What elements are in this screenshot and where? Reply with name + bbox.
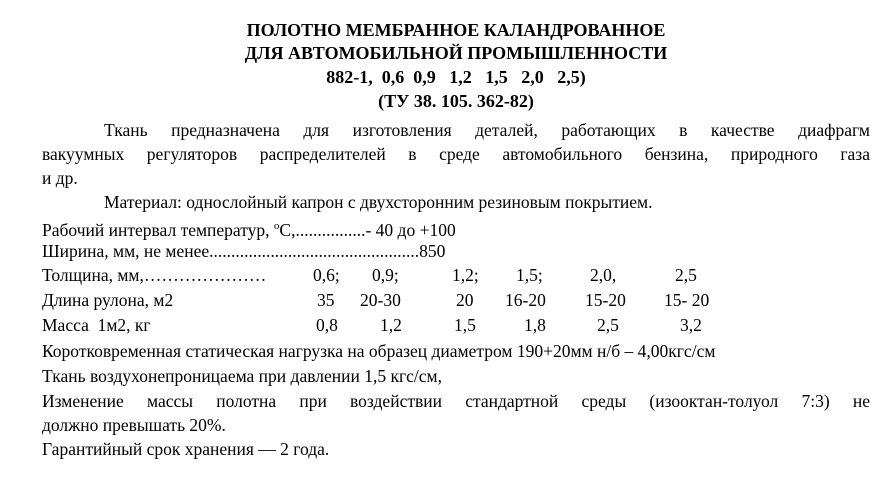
thickness-value: 1,5;: [516, 265, 543, 285]
roll-length-value: 35: [317, 290, 335, 310]
mass-value: 1,2: [380, 315, 402, 335]
air-permeability-line: Ткань воздухонепроницаема при давлении 1,5 кгс/см,: [42, 366, 442, 386]
title-line-1: ПОЛОТНО МЕМБРАННОЕ КАЛАНДРОВАННОЕ: [246, 20, 666, 40]
mass-value: 3,2: [680, 315, 702, 335]
purpose-line-2: вакуумных регуляторов распределителей в среде автомобильного бензина, природного газа: [42, 144, 870, 164]
mass-change-line-2: должно превышать 20%.: [42, 415, 226, 435]
thickness-label: Толщина, мм,…………………: [42, 265, 267, 285]
title-line-4: (ТУ 38. 105. 362-82): [378, 91, 534, 111]
mass-value: 2,5: [597, 315, 619, 335]
purpose-line-1: Ткань предназначена для изготовления деталей, работающих в качестве диафрагм: [104, 120, 870, 140]
title-line-3: 882-1, 0,6 0,9 1,2 1,5 2,0 2,5): [326, 67, 586, 87]
thickness-value: 0,6;: [313, 265, 340, 285]
title-line-2: ДЛЯ АВТОМОБИЛЬНОЙ ПРОМЫШЛЕННОСТИ: [244, 43, 668, 63]
purpose-line-3: и др.: [42, 168, 78, 188]
load-line: Коротковременная статическая нагрузка на образец диаметром 190+20мм н/б – 4,00кгс/см: [42, 341, 716, 361]
roll-length-value: 20-30: [360, 290, 401, 310]
temperature-label: Рабочий интервал температур,: [42, 219, 274, 240]
thickness-value: 2,5: [675, 265, 697, 285]
material-line: Материал: однослойный капрон с двухсторонним резиновым покрытием.: [104, 192, 653, 212]
degree-mark: о: [273, 220, 280, 232]
roll-length-value: 16-20: [505, 290, 546, 310]
mass-value: 1,5: [454, 315, 476, 335]
thickness-value: 1,2;: [452, 265, 479, 285]
temperature-line: [42, 214, 456, 242]
mass-label: Масса 1м2, кг: [42, 315, 151, 335]
roll-length-value: 15- 20: [664, 290, 710, 310]
thickness-value: 0,9;: [372, 265, 399, 285]
mass-value: 1,8: [524, 315, 546, 335]
roll-length-value: 15-20: [585, 290, 626, 310]
storage-line: Гарантийный срок хранения — 2 года.: [42, 439, 330, 459]
thickness-value: 2,0,: [590, 265, 617, 285]
mass-value: 0,8: [316, 315, 338, 335]
mass-change-line-1: Изменение массы полотна при воздействии стандартной среды (изооктан-толуол 7:3) не: [42, 391, 870, 411]
temperature-value: С,................- 40 до +100: [279, 219, 456, 240]
roll-length-value: 20: [456, 290, 474, 310]
width-line: Ширина, мм, не менее................................................850: [42, 241, 446, 261]
roll-length-label: Длина рулона, м2: [42, 290, 174, 310]
